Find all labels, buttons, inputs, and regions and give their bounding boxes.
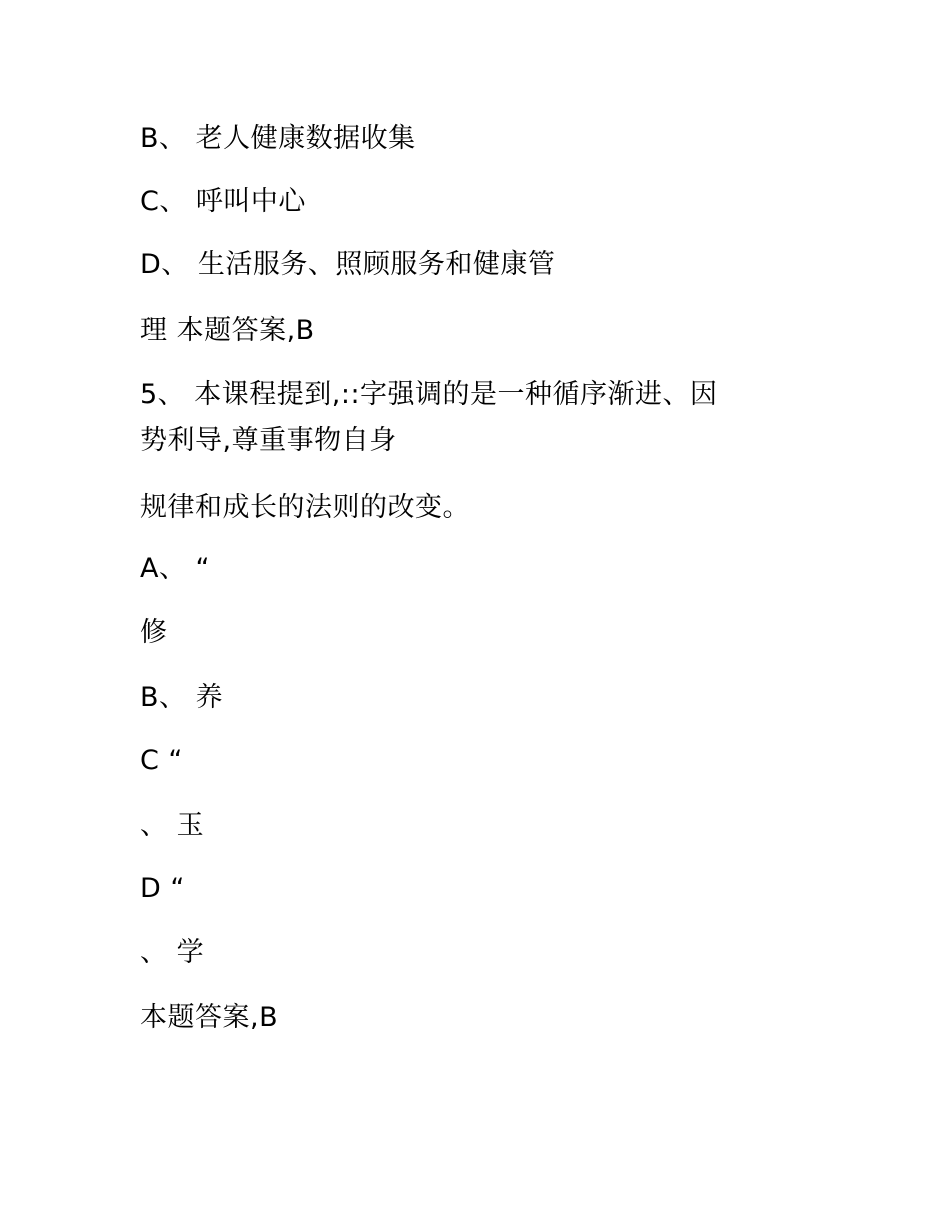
option-c-text: 、 玉 bbox=[140, 810, 205, 841]
answer-line: 理 本题答案,B bbox=[140, 315, 315, 346]
option-c-line: C、 呼叫中心 bbox=[140, 186, 306, 217]
option-d-line: D、 生活服务、照顾服务和健康管 bbox=[140, 249, 556, 280]
question-5-line-3: 规律和成长的法则的改变。 bbox=[140, 492, 470, 523]
option-a-text: 修 bbox=[140, 617, 168, 648]
option-c-line-2: C “ bbox=[140, 745, 183, 776]
option-a-line: A、 “ bbox=[140, 553, 211, 584]
answer-line-2: 本题答案,B bbox=[140, 1002, 279, 1033]
option-d-line-2: D “ bbox=[140, 873, 185, 904]
option-b-line: B、 老人健康数据收集 bbox=[140, 123, 416, 154]
question-5-line-2: 势利导,尊重事物自身 bbox=[140, 425, 397, 456]
option-b-line-2: B、 养 bbox=[140, 682, 224, 713]
question-5-line-1: 5、 本课程提到,::字强调的是一种循序渐进、因 bbox=[140, 379, 718, 410]
option-d-text: 、 学 bbox=[140, 937, 205, 968]
